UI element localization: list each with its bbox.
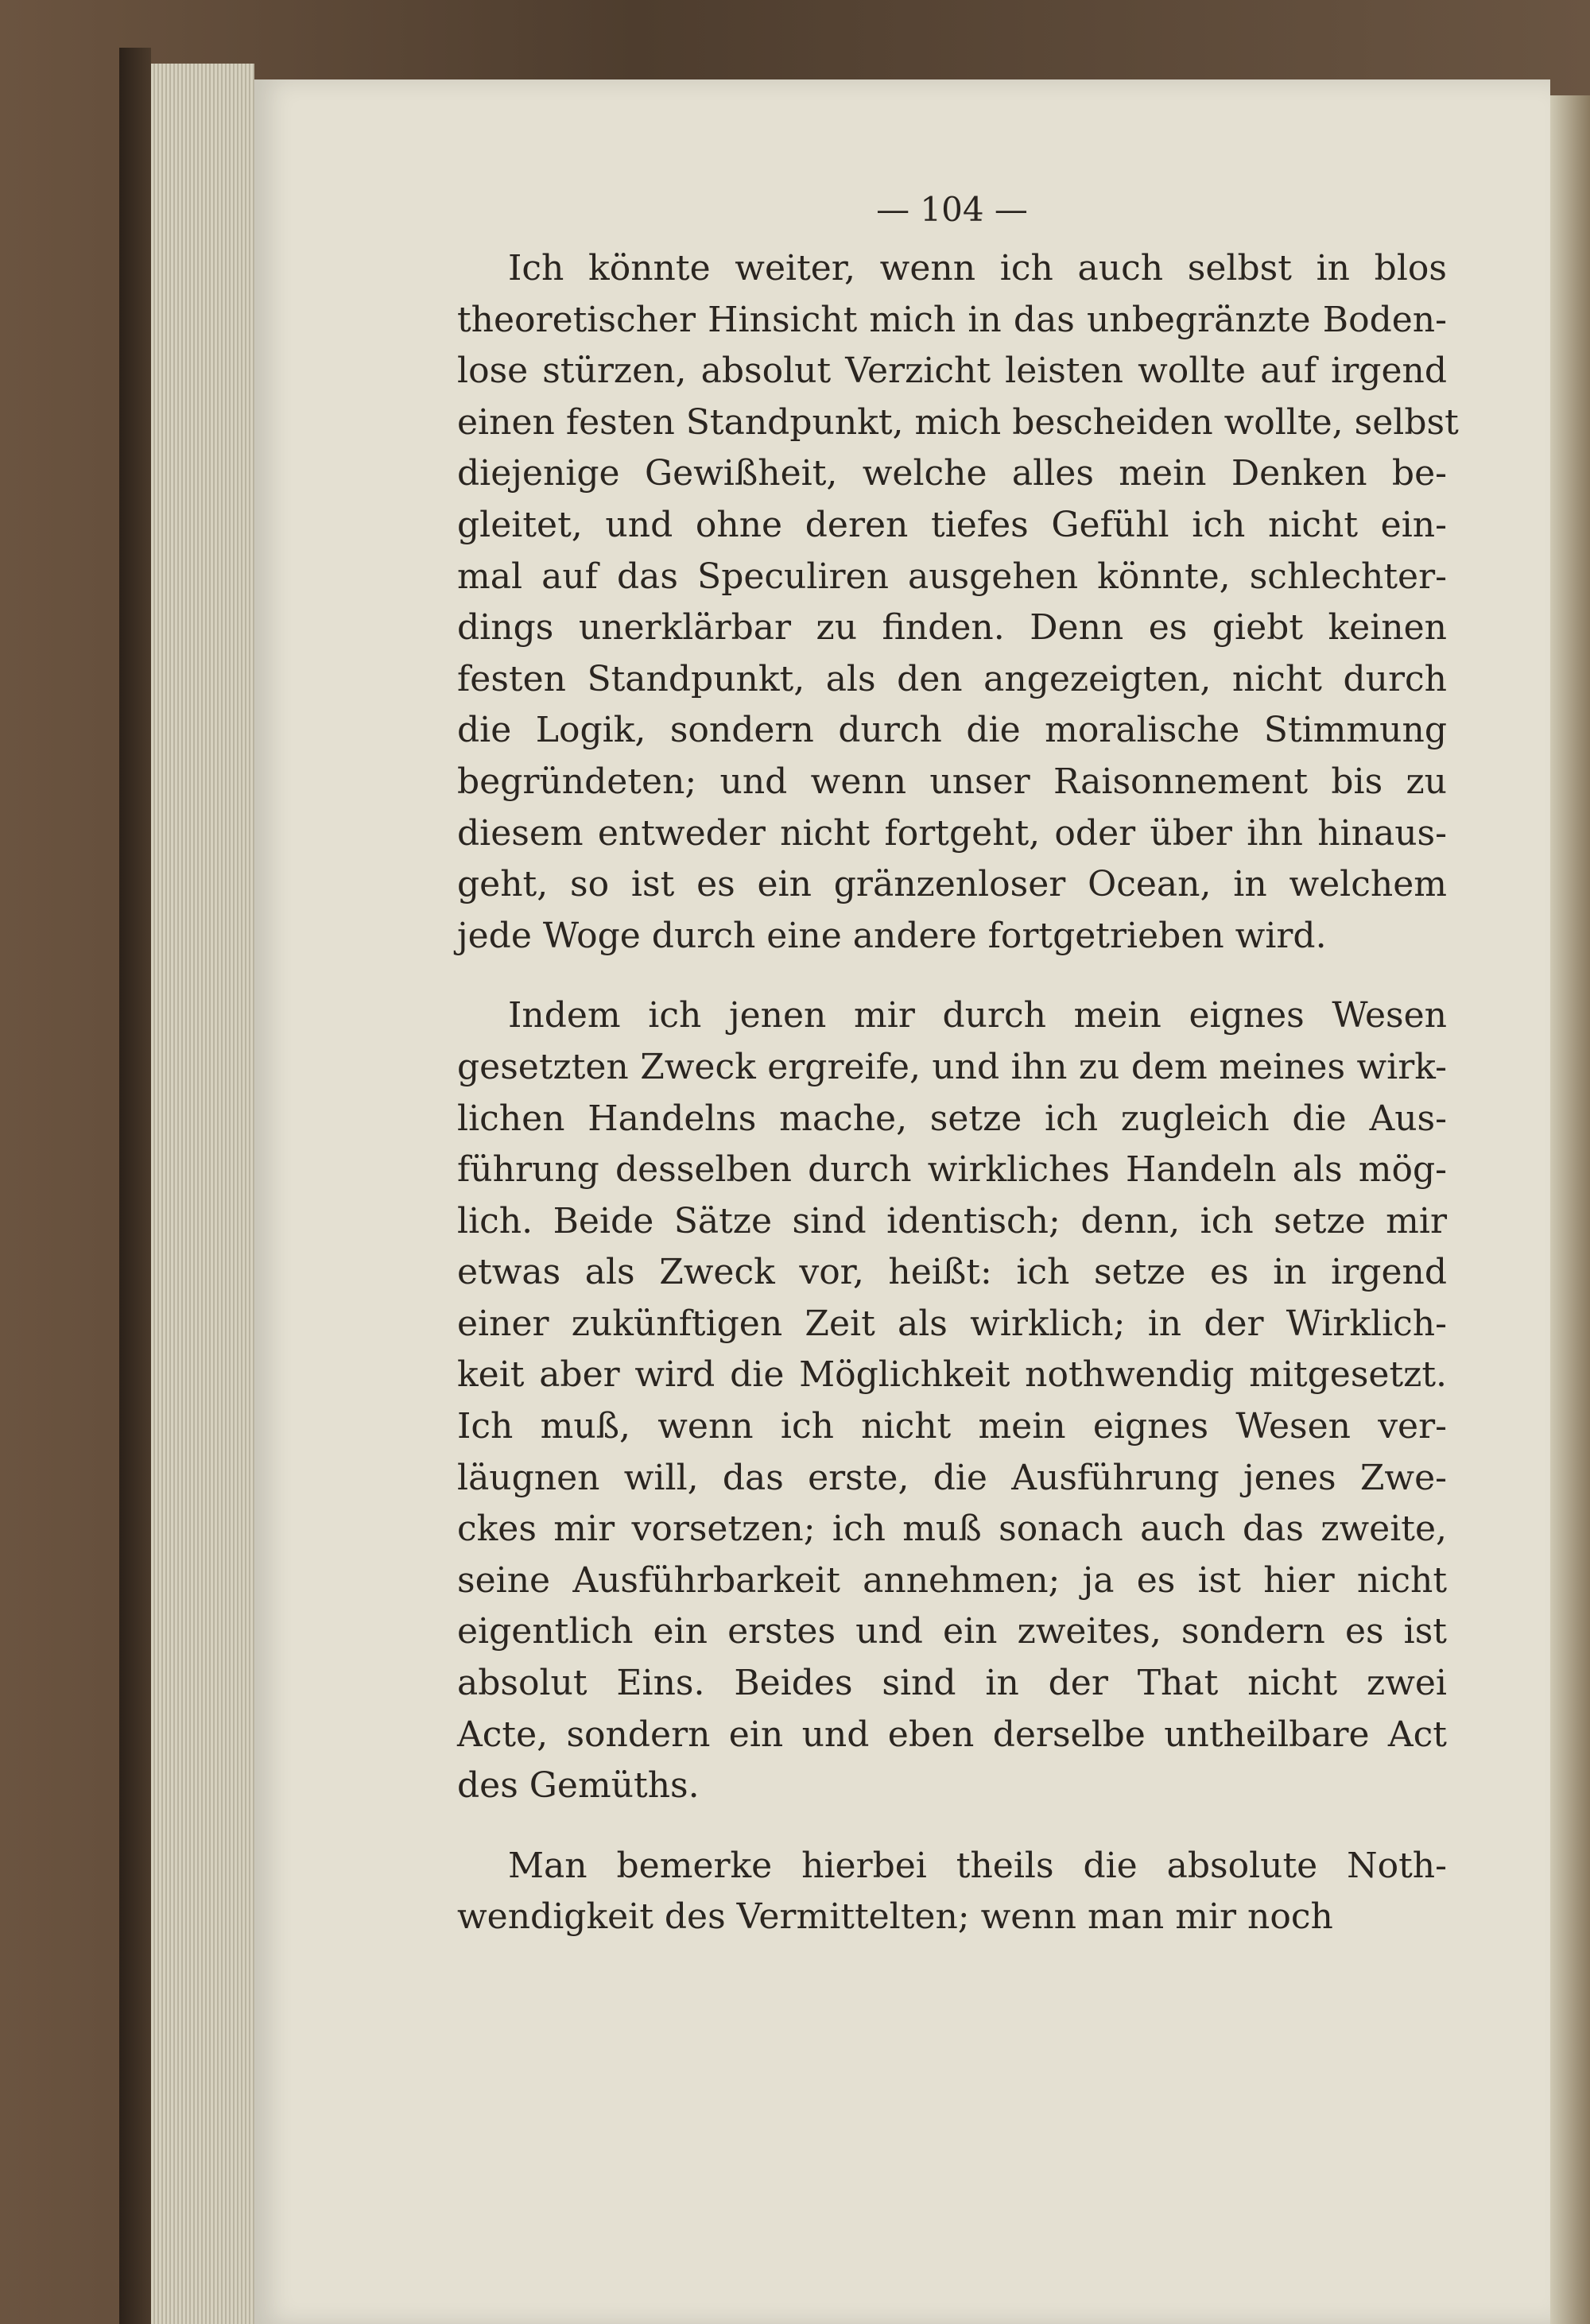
text-line: einer zukünftigen Zeit als wirklich; in der Wirklich- [457,1303,1447,1344]
text-line: die Logik, sondern durch die moralische Stimmung [457,710,1447,751]
text-line: Indem ich jenen mir durch mein eignes Wesen [508,995,1447,1036]
right-page-edge [1550,95,1590,2324]
text-line: geht, so ist es ein gränzenloser Ocean, in welchem [457,864,1447,905]
paragraph [457,243,1459,962]
text-line: lich. Beide Sätze sind identisch; denn, ich setze mir [457,1200,1447,1241]
text-line: jede Woge durch eine andere fortgetrieben wird. [457,915,1327,956]
spine-shadow [119,48,151,2324]
text-line: etwas als Zweck vor, heißt: ich setze es in irgend [457,1252,1447,1293]
text-line: seine Ausführbarkeit annehmen; ja es ist hier nicht [457,1559,1447,1601]
text-line: führung desselben durch wirkliches Handeln als mög- [457,1149,1447,1191]
paragraph [457,1841,1447,1943]
text-line: lose stürzen, absolut Verzicht leisten wollte auf irgend [457,351,1447,392]
page-edges [151,64,254,2324]
text-line: des Gemüths. [457,1765,700,1807]
text-line: gleitet, und ohne deren tiefes Gefühl ich nicht ein- [457,504,1447,545]
text-line: diesem entweder nicht fortgeht, oder über ihn hinaus- [457,812,1447,854]
text-line: mal auf das Speculiren ausgehen könnte, schlechter- [457,556,1447,597]
text-line: diejenige Gewißheit, welche alles mein Denken be- [457,453,1447,494]
text-line: eigentlich ein erstes und ein zweites, sondern es ist [457,1611,1447,1652]
text-line: läugnen will, das erste, die Ausführung jenes Zwe- [457,1457,1447,1498]
text-line: keit aber wird die Möglichkeit nothwendig mitgesetzt. [457,1354,1447,1396]
text-line: festen Standpunkt, als den angezeigten, nicht durch [457,658,1447,699]
text-line: dings unerklärbar zu finden. Denn es giebt keinen [457,607,1447,649]
text-line: Acte, sondern ein und eben derselbe untheilbare Act [457,1714,1447,1755]
text-line: gesetzten Zweck ergreife, und ihn zu dem meines wirk- [457,1046,1447,1087]
text-line: ckes mir vorsetzen; ich muß sonach auch das zweite, [457,1509,1447,1550]
text-line: Ich muß, wenn ich nicht mein eignes Wesen ver- [457,1406,1447,1447]
text-line: begründeten; und wenn unser Raisonnement bis zu [457,761,1447,802]
page-number: — 104 — [876,190,1028,229]
text-line: theoretischer Hinsicht mich in das unbegränzte Boden- [457,299,1447,340]
page-text [457,184,1459,1943]
text-line: einen festen Standpunkt, mich bescheiden wollte, selbst [457,401,1459,443]
paragraph [457,990,1447,1812]
text-line: Ich könnte weiter, wenn ich auch selbst in blos [508,248,1447,289]
text-line: absolut Eins. Beides sind in der That nicht zwei [457,1663,1447,1704]
paragraphs-container [457,243,1459,1943]
text-line: lichen Handelns mache, setze ich zugleich die Aus- [457,1098,1447,1139]
text-line: Man bemerke hierbei theils die absolute Noth- [508,1845,1447,1886]
text-line: wendigkeit des Vermittelten; wenn man mir noch [457,1896,1333,1938]
